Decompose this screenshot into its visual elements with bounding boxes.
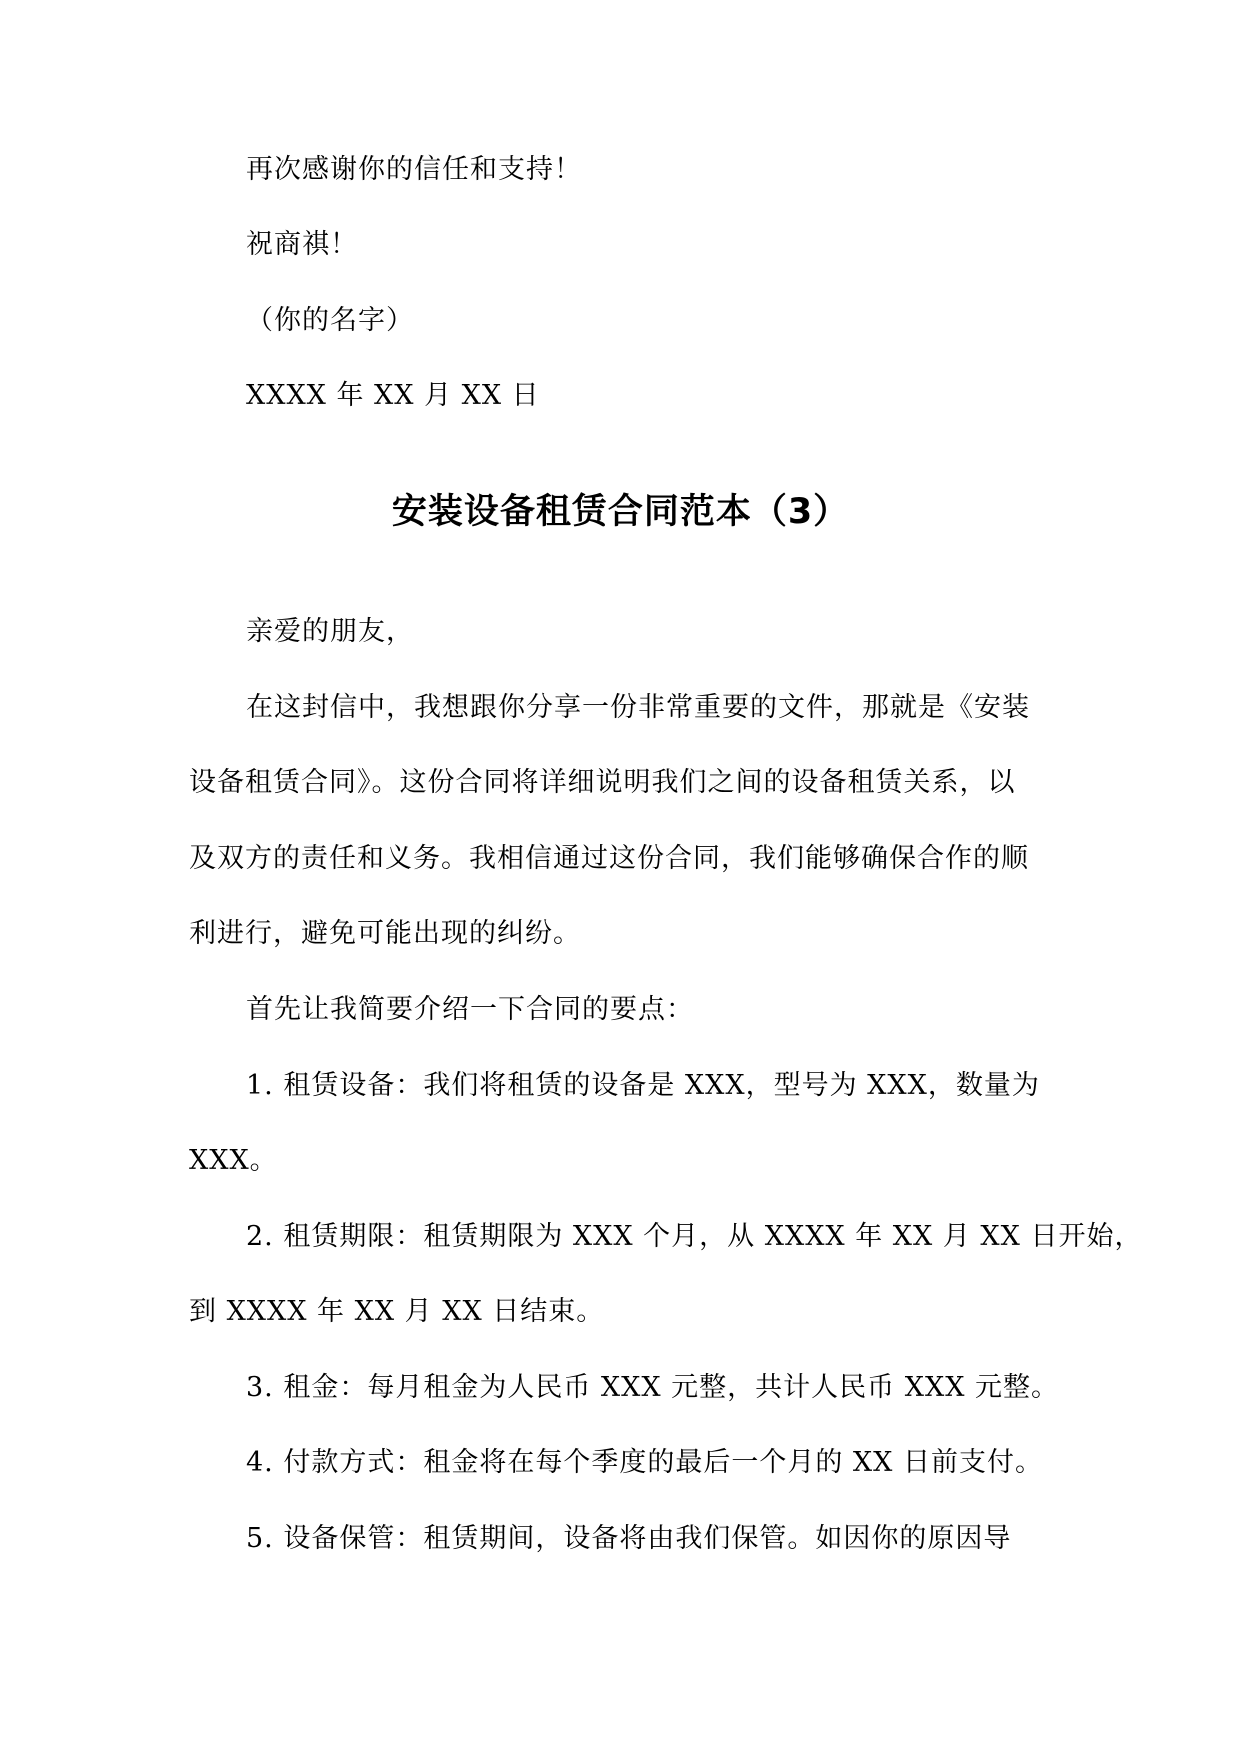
item-3: 3. 租金：每月租金为人民币 XXX 元整，共计人民币 XXX 元整。 — [246, 1372, 1060, 1403]
closing-thanks: 再次感谢你的信任和支持！ — [246, 154, 582, 185]
closing-date: XXXX 年 XX 月 XX 日 — [246, 380, 540, 411]
item-1-line-1: 1. 租赁设备：我们将租赁的设备是 XXX，型号为 XXX，数量为 — [246, 1070, 1040, 1101]
item-4: 4. 付款方式：租金将在每个季度的最后一个月的 XX 日前支付。 — [246, 1447, 1043, 1478]
closing-wish: 祝商祺！ — [246, 229, 358, 260]
intro-line-2: 设备租赁合同》。这份合同将详细说明我们之间的设备租赁关系，以 — [189, 767, 1016, 798]
item-1-line-2: XXX。 — [189, 1145, 278, 1176]
closing-name: （你的名字） — [246, 305, 414, 336]
greeting: 亲爱的朋友， — [246, 616, 414, 647]
intro-line-1: 在这封信中，我想跟你分享一份非常重要的文件，那就是《安装 — [246, 692, 1030, 723]
points-intro: 首先让我简要介绍一下合同的要点： — [246, 994, 694, 1025]
intro-line-3: 及双方的责任和义务。我相信通过这份合同，我们能够确保合作的顺 — [189, 843, 1029, 874]
item-2-line-2: 到 XXXX 年 XX 月 XX 日结束。 — [189, 1296, 605, 1327]
item-2-line-1: 2. 租赁期限：租赁期限为 XXX 个月，从 XXXX 年 XX 月 XX 日开始， — [246, 1221, 1143, 1252]
item-5: 5. 设备保管：租赁期间，设备将由我们保管。如因你的原因导 — [246, 1523, 1012, 1554]
document-title: 安装设备租赁合同范本（3） — [391, 492, 850, 532]
intro-line-4: 利进行，避免可能出现的纠纷。 — [189, 918, 581, 949]
